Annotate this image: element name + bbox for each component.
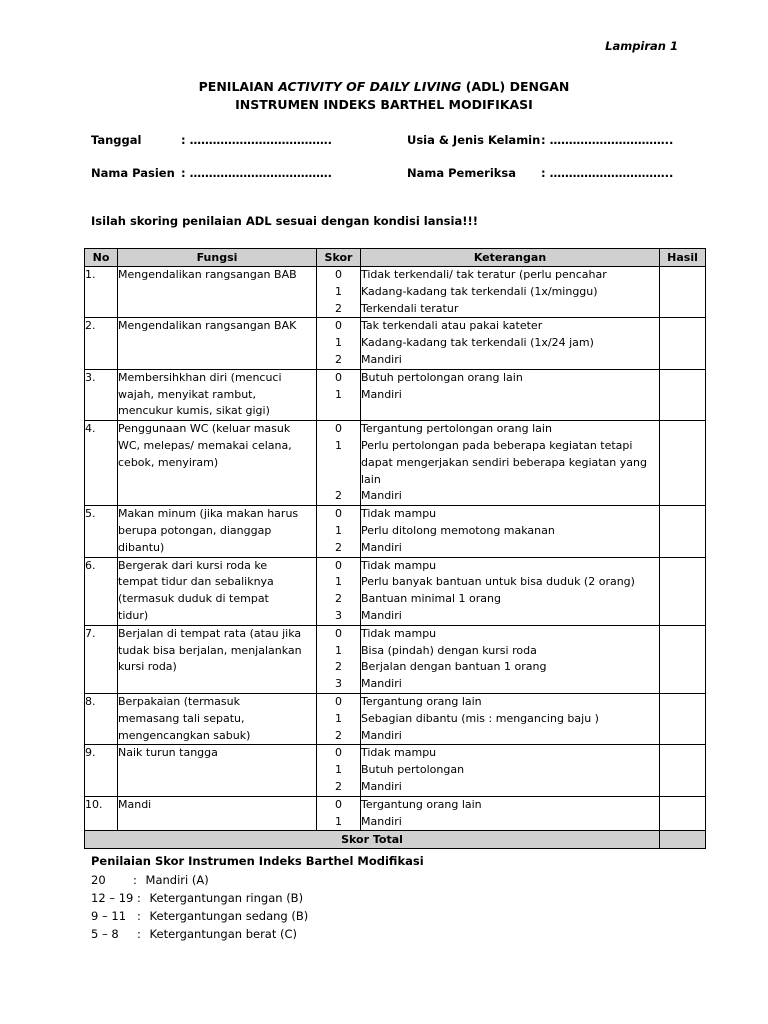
keterangan-text: Perlu ditolong memotong makanan	[361, 523, 555, 537]
fungsi-text: tudak bisa berjalan, menjalankan	[118, 643, 302, 657]
skor-value: 2	[335, 660, 342, 674]
fungsi-cell	[118, 267, 317, 318]
skor-cell	[317, 625, 361, 693]
summary-range: 20	[91, 873, 106, 887]
table-row	[85, 557, 706, 625]
nama-pemeriksa-field[interactable]: : …………………………..	[541, 166, 674, 180]
row-number	[85, 318, 118, 369]
keterangan-text: Tergantung orang lain	[361, 797, 482, 811]
summary-label: Ketergantungan ringan (B)	[149, 891, 304, 905]
nama-pemeriksa-label: Nama Pemeriksa	[407, 166, 517, 180]
fungsi-text: memasang tali sepatu,	[118, 711, 245, 725]
keterangan-cell	[361, 745, 660, 796]
keterangan-text: Mandiri	[361, 608, 402, 622]
skor-value	[317, 455, 360, 472]
summary-heading: Penilaian Skor Instrumen Indeks Barthel Modifikasi	[91, 854, 424, 868]
keterangan-text: Kadang-kadang tak terkendali (1x/minggu)	[361, 284, 598, 298]
fungsi-cell	[118, 693, 317, 744]
skor-value: 1	[335, 438, 342, 452]
keterangan-text: Bisa (pindah) dengan kursi roda	[361, 643, 537, 657]
fungsi-cell	[118, 557, 317, 625]
skor-value: 1	[335, 575, 342, 589]
title-prefix: PENILAIAN	[198, 79, 279, 94]
summary-separator: :	[137, 927, 141, 941]
skor-value	[317, 403, 360, 420]
keterangan-text	[361, 403, 659, 420]
usia-field[interactable]: : …………………………..	[541, 133, 674, 147]
summary-label: Ketergantungan berat (C)	[149, 927, 298, 941]
skor-value: 0	[335, 507, 342, 521]
row-number-text: 3.	[85, 370, 96, 384]
keterangan-text: Tidak mampu	[361, 626, 437, 640]
keterangan-text: Mandiri	[361, 540, 402, 554]
fungsi-text: tidur)	[118, 608, 149, 622]
row-number-text: 8.	[85, 694, 96, 708]
skor-cell	[317, 796, 361, 831]
header-fungsi: Fungsi	[118, 249, 317, 267]
fungsi-text	[118, 762, 316, 779]
table-row	[85, 625, 706, 693]
row-number	[85, 796, 118, 831]
hasil-cell[interactable]	[660, 369, 706, 420]
skor-value: 1	[335, 523, 342, 537]
fungsi-cell	[118, 506, 317, 557]
skor-cell	[317, 557, 361, 625]
header-hasil: Hasil	[660, 249, 706, 267]
summary-label: Mandiri (A)	[145, 873, 209, 887]
table-row	[85, 796, 706, 831]
summary-separator: :	[137, 909, 141, 923]
skor-value: 0	[335, 626, 342, 640]
total-row	[85, 831, 706, 849]
row-number-text: 10.	[85, 797, 103, 811]
row-number-text: 7.	[85, 626, 96, 640]
keterangan-text: Perlu banyak bantuan untuk bisa duduk (2 orang)	[361, 575, 635, 589]
skor-value: 3	[335, 677, 342, 691]
skor-cell	[317, 745, 361, 796]
skor-value: 2	[335, 489, 342, 503]
fungsi-text: Berpakaian (termasuk	[118, 694, 240, 708]
title-italic: ACTIVITY OF DAILY LIVING	[278, 79, 462, 94]
keterangan-cell	[361, 625, 660, 693]
hasil-cell[interactable]	[660, 506, 706, 557]
tanggal-label: Tanggal	[91, 133, 142, 147]
row-number	[85, 421, 118, 506]
skor-value: 0	[335, 268, 342, 281]
summary-separator: :	[133, 873, 137, 887]
hasil-cell[interactable]	[660, 421, 706, 506]
skor-value: 2	[335, 301, 342, 315]
fungsi-cell	[118, 625, 317, 693]
skor-value: 1	[335, 814, 342, 828]
table-row	[85, 693, 706, 744]
table-row	[85, 369, 706, 420]
fungsi-text: Naik turun tangga	[118, 746, 218, 760]
skor-value	[317, 472, 360, 489]
row-number-text: 1.	[85, 268, 96, 281]
skor-cell	[317, 318, 361, 369]
summary-item	[91, 889, 303, 907]
fungsi-text: Bergerak dari kursi roda ke	[118, 558, 268, 572]
hasil-cell[interactable]	[660, 745, 706, 796]
skor-value: 1	[335, 387, 342, 401]
keterangan-text: Bantuan minimal 1 orang	[361, 592, 502, 606]
fungsi-text: cebok, menyiram)	[118, 455, 219, 469]
hasil-cell[interactable]	[660, 693, 706, 744]
keterangan-text: Perlu pertolongan pada beberapa kegiatan tetapi	[361, 438, 633, 452]
keterangan-text: Berjalan dengan bantuan 1 orang	[361, 660, 547, 674]
fungsi-text: Penggunaan WC (keluar masuk	[118, 422, 291, 436]
header-no: No	[85, 249, 118, 267]
row-number-text: 2.	[85, 319, 96, 333]
fungsi-text: Makan minum (jika makan harus	[118, 507, 299, 521]
skor-value: 1	[335, 643, 342, 657]
skor-value: 3	[335, 608, 342, 622]
row-number	[85, 625, 118, 693]
fungsi-text: Berjalan di tempat rata (atau jika	[118, 626, 302, 640]
keterangan-text: Butuh pertolongan orang lain	[361, 370, 523, 384]
document-title-line-1	[0, 78, 768, 96]
skor-value: 0	[335, 797, 342, 811]
table-row	[85, 267, 706, 318]
skor-value: 1	[335, 284, 342, 298]
keterangan-text: Tidak mampu	[361, 507, 437, 521]
nama-pasien-label: Nama Pasien	[91, 166, 175, 180]
keterangan-text: Tergantung pertolongan orang lain	[361, 422, 552, 436]
usia-label: Usia & Jenis Kelamin	[407, 133, 541, 147]
keterangan-text: Sebagian dibantu (mis : mengancing baju )	[361, 711, 599, 725]
row-number	[85, 369, 118, 420]
keterangan-text: Mandiri	[361, 677, 402, 691]
skor-cell	[317, 506, 361, 557]
fungsi-text: WC, melepas/ memakai celana,	[118, 438, 292, 452]
skor-value: 2	[335, 540, 342, 554]
fungsi-text	[118, 676, 316, 693]
document-title-line-2: INSTRUMEN INDEKS BARTHEL MODIFIKASI	[235, 97, 533, 112]
summary-item	[91, 871, 209, 889]
skor-value: 1	[335, 763, 342, 777]
fungsi-text: Mengendalikan rangsangan BAK	[118, 319, 297, 333]
keterangan-cell	[361, 796, 660, 831]
skor-value: 0	[335, 746, 342, 760]
fungsi-text: mencukur kumis, sikat gigi)	[118, 404, 270, 418]
skor-total-label: Skor Total	[85, 831, 660, 849]
skor-value: 0	[335, 370, 342, 384]
keterangan-text: Mandiri	[361, 352, 402, 366]
fungsi-text: Membersihkhan diri (mencuci	[118, 370, 282, 384]
nama-pasien-field[interactable]: : ……………………………….	[181, 166, 332, 180]
keterangan-text: Tidak mampu	[361, 558, 437, 572]
skor-value: 1	[335, 711, 342, 725]
row-number-text: 9.	[85, 746, 96, 760]
summary-separator: :	[137, 891, 141, 905]
fungsi-text: dibantu)	[118, 540, 165, 554]
fungsi-text: wajah, menyikat rambut,	[118, 387, 256, 401]
keterangan-cell	[361, 557, 660, 625]
table-header-row	[85, 249, 706, 267]
instruction-text: Isilah skoring penilaian ADL sesuai dengan kondisi lansia!!!	[91, 214, 478, 228]
hasil-cell[interactable]	[660, 318, 706, 369]
keterangan-text: Tidak mampu	[361, 746, 437, 760]
row-number-text: 4.	[85, 422, 96, 436]
keterangan-text: Tak terkendali atau pakai kateter	[361, 319, 543, 333]
keterangan-cell	[361, 267, 660, 318]
keterangan-text: Mandiri	[361, 387, 402, 401]
keterangan-text: lain	[361, 472, 381, 486]
table-row	[85, 421, 706, 506]
table-row	[85, 506, 706, 557]
skor-cell	[317, 369, 361, 420]
fungsi-text	[118, 488, 316, 505]
table-row	[85, 318, 706, 369]
keterangan-cell	[361, 506, 660, 557]
skor-value: 0	[335, 558, 342, 572]
keterangan-text: Mandiri	[361, 814, 402, 828]
row-number	[85, 745, 118, 796]
skor-value: 0	[335, 422, 342, 436]
skor-value: 2	[335, 592, 342, 606]
row-number	[85, 506, 118, 557]
fungsi-text: (termasuk duduk di tempat	[118, 592, 269, 606]
hasil-cell[interactable]	[660, 267, 706, 318]
hasil-cell[interactable]	[660, 625, 706, 693]
header-skor: Skor	[317, 249, 361, 267]
summary-item	[91, 907, 308, 925]
keterangan-cell	[361, 421, 660, 506]
skor-value: 1	[335, 336, 342, 350]
skor-cell	[317, 267, 361, 318]
skor-value: 0	[335, 694, 342, 708]
title-suffix: (ADL) DENGAN	[461, 79, 570, 94]
keterangan-cell	[361, 318, 660, 369]
skor-cell	[317, 693, 361, 744]
summary-label: Ketergantungan sedang (B)	[149, 909, 309, 923]
row-number-text: 6.	[85, 558, 96, 572]
fungsi-text: mengencangkan sabuk)	[118, 728, 251, 742]
summary-range: 5 – 8	[91, 927, 119, 941]
keterangan-text: Kadang-kadang tak terkendali (1x/24 jam)	[361, 336, 594, 350]
keterangan-text: Terkendali teratur	[361, 301, 459, 315]
row-number	[85, 267, 118, 318]
fungsi-cell	[118, 318, 317, 369]
table-row	[85, 745, 706, 796]
fungsi-text: kursi roda)	[118, 660, 177, 674]
lampiran-label: Lampiran 1	[605, 39, 678, 53]
keterangan-text: Tidak terkendali/ tak teratur (perlu pencahar	[361, 268, 607, 281]
fungsi-text	[118, 472, 316, 489]
keterangan-text: dapat mengerjakan sendiri beberapa kegiatan yang	[361, 455, 647, 469]
row-number-text: 5.	[85, 507, 96, 521]
row-number	[85, 557, 118, 625]
fungsi-cell	[118, 745, 317, 796]
fungsi-text: Mandi	[118, 797, 152, 811]
row-number	[85, 693, 118, 744]
fungsi-text: tempat tidur dan sebaliknya	[118, 575, 274, 589]
skor-value: 0	[335, 319, 342, 333]
adl-table	[84, 248, 706, 849]
keterangan-cell	[361, 369, 660, 420]
fungsi-text	[118, 814, 316, 831]
skor-value: 2	[335, 352, 342, 366]
keterangan-cell	[361, 693, 660, 744]
skor-cell	[317, 421, 361, 506]
hasil-cell[interactable]	[660, 796, 706, 831]
summary-range: 12 – 19	[91, 891, 134, 905]
keterangan-text: Tergantung orang lain	[361, 694, 482, 708]
keterangan-text: Butuh pertolongan	[361, 763, 465, 777]
fungsi-cell	[118, 369, 317, 420]
fungsi-cell	[118, 421, 317, 506]
keterangan-text: Mandiri	[361, 489, 402, 503]
fungsi-text	[118, 779, 316, 796]
fungsi-text: Mengendalikan rangsangan BAB	[118, 268, 297, 281]
skor-total-cell[interactable]	[660, 831, 706, 849]
summary-range: 9 – 11	[91, 909, 127, 923]
header-keterangan: Keterangan	[361, 249, 660, 267]
hasil-cell[interactable]	[660, 557, 706, 625]
tanggal-field[interactable]: : ……………………………….	[181, 133, 332, 147]
keterangan-text: Mandiri	[361, 779, 402, 793]
summary-item	[91, 925, 297, 943]
skor-value: 2	[335, 728, 342, 742]
fungsi-text: berupa potongan, dianggap	[118, 523, 272, 537]
skor-value: 2	[335, 779, 342, 793]
fungsi-cell	[118, 796, 317, 831]
keterangan-text: Mandiri	[361, 728, 402, 742]
